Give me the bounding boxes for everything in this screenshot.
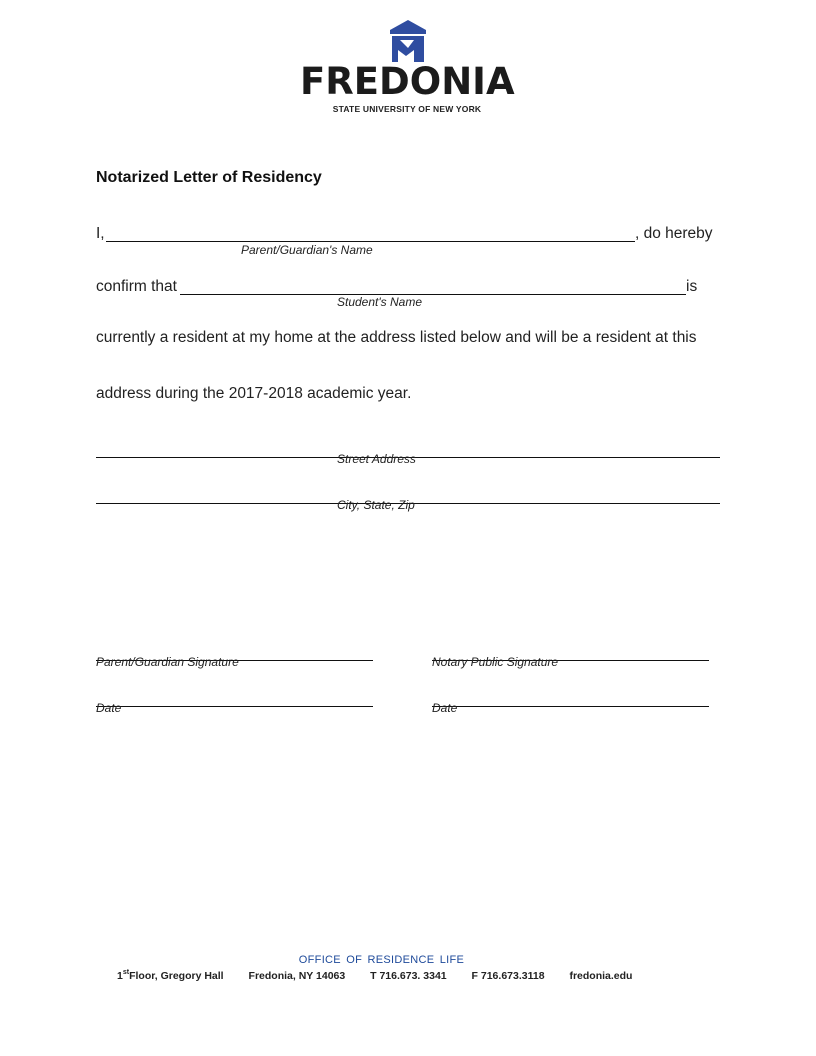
paragraph-line3: currently a resident at my home at the address listed below and will be a resident at this: [96, 329, 697, 346]
notary-signature-caption: Notary Public Signature: [432, 655, 559, 669]
footer-city: Fredonia, NY 14063: [248, 969, 346, 982]
street-address-caption: Street Address: [337, 452, 416, 466]
student-name-field[interactable]: [180, 294, 686, 295]
parent-name-caption: Parent/Guardian's Name: [241, 243, 373, 257]
logo-subtitle: STATE UNIVERSITY OF NEW YORK: [332, 104, 482, 114]
document-title: Notarized Letter of Residency: [96, 169, 322, 186]
date-left-caption: Date: [96, 701, 122, 715]
line2-suffix: is: [686, 278, 698, 295]
footer-info: [117, 969, 654, 982]
fredonia-logo-icon: [388, 20, 428, 62]
footer-website: fredonia.edu: [569, 969, 633, 982]
logo-wordmark: FREDONIA: [300, 60, 515, 103]
line1-prefix: I,: [96, 225, 105, 242]
date-left-field[interactable]: [96, 706, 373, 707]
parent-signature-caption: Parent/Guardian Signature: [96, 655, 239, 669]
date-right-field[interactable]: [432, 706, 709, 707]
line2-prefix: confirm that: [96, 278, 177, 295]
footer-phone: T 716.673. 3341: [370, 969, 447, 982]
parent-name-field[interactable]: [106, 241, 635, 242]
date-right-caption: Date: [432, 701, 458, 715]
line1-suffix: , do hereby: [635, 225, 713, 242]
paragraph-line4: address during the 2017-2018 academic year.: [96, 385, 412, 402]
footer-fax: F 716.673.3118: [471, 969, 545, 982]
footer-office: OFFICE OF RESIDENCE LIFE: [298, 954, 465, 966]
student-name-caption: Student's Name: [337, 295, 423, 309]
city-state-zip-caption: City, State, Zip: [337, 498, 415, 512]
footer-floor: 1stFloor, Gregory Hall: [117, 969, 224, 982]
